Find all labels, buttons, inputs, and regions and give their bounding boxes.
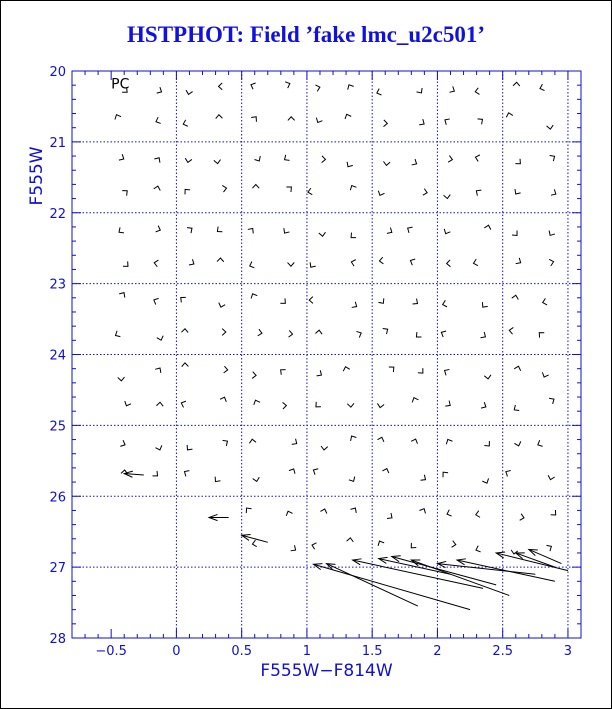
vector-glyph	[291, 545, 296, 551]
vector-glyph	[447, 260, 451, 267]
vector-glyph	[387, 513, 392, 518]
vector-glyph	[444, 229, 450, 234]
vector-glyph	[157, 336, 163, 341]
vector-glyph	[447, 510, 452, 516]
vector-glyph	[382, 469, 388, 474]
vector-glyph	[551, 510, 556, 515]
vector-glyph	[214, 160, 221, 164]
vector-glyph	[155, 445, 161, 450]
vector-glyph	[377, 89, 382, 95]
arrow-shaft	[392, 556, 496, 584]
vector-glyph	[506, 471, 511, 477]
vector-glyph	[408, 227, 413, 233]
x-tick-label: 1	[302, 644, 312, 659]
vector-glyph	[445, 119, 450, 125]
medium-arrow	[209, 514, 229, 520]
vector-glyph	[520, 514, 524, 521]
vector-glyph	[547, 125, 554, 129]
vector-glyph	[181, 297, 186, 302]
vector-glyph	[316, 402, 321, 407]
vector-glyph	[484, 441, 489, 446]
vector-glyph	[446, 439, 452, 444]
vector-glyph	[217, 227, 222, 232]
vector-glyph	[347, 538, 354, 542]
vector-glyph	[384, 120, 388, 127]
y-tick-label: 25	[49, 419, 66, 435]
vector-glyph	[119, 293, 125, 298]
vector-glyph	[514, 405, 519, 411]
vector-glyph	[549, 231, 555, 236]
vector-glyph	[514, 366, 520, 371]
vector-glyph	[412, 398, 418, 403]
vector-glyph	[185, 189, 190, 194]
vector-glyph	[309, 297, 313, 304]
y-tick-label: 28	[49, 632, 66, 647]
vector-glyph	[115, 331, 120, 337]
vector-glyph	[377, 403, 384, 407]
vector-glyph	[249, 439, 256, 443]
vector-glyph	[222, 329, 226, 336]
vector-glyph	[224, 366, 228, 373]
vector-glyph	[254, 156, 260, 161]
vector-glyph	[220, 397, 226, 402]
vector-glyph	[413, 299, 418, 304]
vector-glyph	[120, 440, 125, 446]
medium-arrow	[124, 471, 144, 477]
vector-glyph	[512, 295, 519, 299]
vector-glyph	[345, 114, 351, 119]
vector-glyph	[481, 332, 486, 338]
vector-glyph	[383, 328, 388, 334]
vector-glyph	[246, 508, 251, 513]
vector-glyph	[412, 159, 417, 165]
vector-glyph	[286, 511, 292, 516]
vector-glyph	[418, 368, 423, 373]
vector-glyph	[312, 543, 316, 549]
vector-glyph	[252, 185, 259, 189]
vector-glyph	[122, 191, 127, 196]
vector-glyph	[154, 298, 159, 304]
vector-glyph	[549, 398, 554, 404]
vector-glyph	[546, 545, 551, 551]
vector-glyph	[288, 117, 295, 121]
vector-glyph	[410, 259, 415, 265]
vector-glyph	[514, 441, 520, 446]
vector-glyph	[252, 540, 256, 547]
long-arrow	[411, 560, 509, 595]
vector-glyph	[419, 509, 425, 514]
vector-glyph	[443, 300, 447, 307]
panel-label: PC	[111, 76, 130, 93]
vector-glyph	[184, 471, 189, 477]
vector-glyph	[475, 155, 479, 162]
vector-glyph	[445, 401, 450, 407]
vector-glyph	[292, 439, 297, 445]
vector-glyph	[157, 87, 162, 93]
x-tick-label: 0.5	[231, 644, 253, 659]
vector-glyph	[285, 155, 290, 161]
vector-glyph	[216, 115, 223, 119]
y-axis-title: F555W	[27, 146, 47, 206]
plot-area-border	[72, 71, 581, 638]
vector-glyph	[421, 475, 426, 481]
vector-glyph	[349, 476, 355, 481]
vector-glyph	[542, 372, 548, 377]
grid	[72, 71, 581, 638]
vector-glyph	[506, 113, 513, 117]
vector-glyph	[423, 189, 427, 196]
vector-glyph	[476, 546, 481, 552]
vector-glyph	[153, 471, 158, 476]
y-tick-label: 22	[49, 206, 66, 222]
vector-glyph	[156, 226, 161, 232]
vector-glyph	[251, 83, 256, 89]
vector-glyph	[315, 85, 319, 91]
vector-glyph	[543, 298, 547, 305]
vector-glyph	[513, 82, 520, 86]
x-tick-label: 3	[563, 644, 573, 659]
vector-glyph	[154, 186, 161, 190]
vector-glyph	[540, 84, 545, 90]
vector-glyph	[387, 228, 392, 234]
vector-glyph	[181, 401, 186, 407]
long-arrow	[529, 549, 562, 563]
vector-glyph	[476, 190, 481, 195]
vector-glyph	[154, 158, 160, 163]
vector-glyph	[183, 120, 188, 126]
vector-glyph	[285, 82, 290, 88]
vector-glyph	[118, 377, 125, 381]
vector-glyph	[351, 260, 355, 267]
vector-glyph	[419, 119, 424, 125]
chart-title: HSTPHOT: Field ’fake lmc_u2c501’	[127, 22, 485, 47]
vector-glyph	[321, 446, 328, 450]
vector-glyph	[283, 402, 287, 409]
vector-glyph	[156, 117, 161, 123]
arrow-field	[115, 82, 568, 610]
arrow-shaft	[529, 549, 562, 563]
vector-glyph	[416, 332, 421, 337]
vector-glyph	[125, 401, 131, 406]
vector-glyph	[509, 327, 513, 334]
vector-glyph	[548, 475, 555, 479]
vector-glyph	[222, 185, 226, 192]
vector-glyph	[443, 472, 448, 477]
y-tick-label: 26	[49, 490, 66, 506]
vector-glyph	[484, 375, 491, 379]
vector-glyph	[155, 368, 161, 373]
vector-glyph	[258, 329, 262, 336]
y-tick-label: 21	[49, 135, 66, 151]
vector-glyph	[254, 400, 260, 405]
vector-glyph	[215, 477, 220, 482]
x-tick-label: 0	[172, 644, 181, 659]
vector-glyph	[550, 155, 555, 161]
vector-glyph	[288, 262, 295, 266]
vector-glyph	[319, 232, 326, 236]
x-tick-label: −0.5	[95, 644, 127, 659]
vector-glyph	[286, 187, 291, 192]
vector-glyph	[350, 185, 356, 190]
long-arrow	[313, 564, 470, 610]
vector-glyph	[219, 303, 225, 308]
vector-glyph	[411, 439, 417, 444]
vector-glyph	[352, 302, 357, 308]
vector-glyph	[119, 154, 124, 160]
vector-glyph	[378, 298, 383, 303]
vector-glyph	[217, 258, 224, 262]
vector-glyph	[478, 119, 483, 124]
vector-glyph	[189, 259, 194, 265]
vector-glyph	[154, 260, 158, 267]
long-arrow	[437, 561, 535, 574]
vector-glyph	[448, 156, 452, 163]
vector-glyph	[475, 88, 479, 95]
vector-glyph	[482, 478, 488, 483]
vector-glyph	[351, 508, 357, 513]
vector-glyph	[281, 370, 286, 375]
vector-glyph	[481, 402, 486, 408]
vector-glyph	[317, 370, 322, 376]
vector-glyph	[182, 363, 189, 367]
vector-glyph	[516, 258, 521, 264]
vector-glyph	[476, 511, 480, 518]
vector-glyph	[347, 162, 353, 167]
vector-glyph	[484, 225, 491, 229]
vector-glyph	[378, 541, 384, 546]
long-arrow	[392, 556, 496, 585]
vector-glyph	[452, 541, 456, 548]
x-tick-label: 2.5	[492, 644, 514, 659]
vector-glyph	[187, 445, 192, 450]
vector-glyph	[450, 86, 455, 92]
vector-glyph	[351, 233, 356, 238]
vector-glyph	[310, 262, 316, 267]
vector-glyph	[223, 440, 228, 446]
vector-glyph	[250, 261, 255, 267]
vector-glyph	[322, 156, 326, 163]
vector-glyph	[187, 228, 192, 233]
vector-glyph	[378, 437, 384, 442]
vector-glyph	[156, 402, 163, 406]
vector-glyph	[515, 189, 521, 194]
vector-glyph	[185, 158, 192, 162]
vector-glyph	[411, 543, 416, 548]
y-tick-label: 27	[49, 561, 66, 577]
vector-glyph	[181, 329, 188, 333]
arrow-shaft	[411, 560, 509, 595]
vector-glyph	[315, 330, 322, 334]
vector-glyph	[383, 161, 390, 165]
vector-glyph	[252, 372, 256, 379]
vector-glyph	[356, 331, 361, 337]
vector-glyph	[512, 230, 517, 235]
vector-glyph	[473, 259, 477, 266]
vector-glyph	[253, 477, 260, 481]
vector-glyph	[320, 509, 326, 514]
vector-glyph	[119, 227, 124, 233]
vector-glyph	[482, 302, 487, 307]
vector-glyph	[289, 330, 293, 337]
x-tick-label: 1.5	[361, 644, 383, 659]
x-tick-label: 2	[433, 644, 442, 659]
y-tick-label: 24	[49, 348, 66, 364]
x-axis-title: F555W−F814W	[260, 661, 393, 681]
vector-glyph	[289, 469, 295, 474]
y-tick-label: 23	[49, 277, 66, 293]
y-tick-label: 20	[49, 65, 66, 80]
vector-glyph	[186, 90, 193, 94]
vector-glyph	[441, 331, 446, 337]
vector-glyph	[280, 298, 285, 303]
vector-glyph	[389, 367, 394, 372]
vector-glyph	[348, 85, 354, 90]
vector-glyph	[316, 118, 322, 123]
vector-glyph	[343, 367, 349, 371]
vector-glyph	[539, 333, 544, 338]
vector-glyph	[308, 188, 312, 195]
vector-glyph	[378, 191, 384, 196]
vector-glyph	[515, 159, 520, 164]
vector-glyph	[219, 83, 223, 90]
vector-glyph	[251, 117, 256, 122]
vector-glyph	[251, 294, 257, 299]
vector-glyph	[445, 369, 450, 375]
vector-glyph	[549, 259, 553, 266]
vector-glyph	[248, 228, 253, 233]
vector-glyph	[123, 261, 128, 266]
vector-glyph	[551, 189, 556, 195]
vector-glyph	[379, 257, 383, 264]
vector-glyph	[347, 403, 354, 407]
vector-glyph	[538, 440, 543, 446]
vector-glyph	[351, 436, 357, 441]
vector-glyph	[115, 115, 121, 120]
vector-glyph	[444, 195, 451, 199]
vector-glyph	[313, 469, 318, 475]
vector-glyph	[284, 228, 290, 233]
vector-glyph	[417, 88, 423, 93]
